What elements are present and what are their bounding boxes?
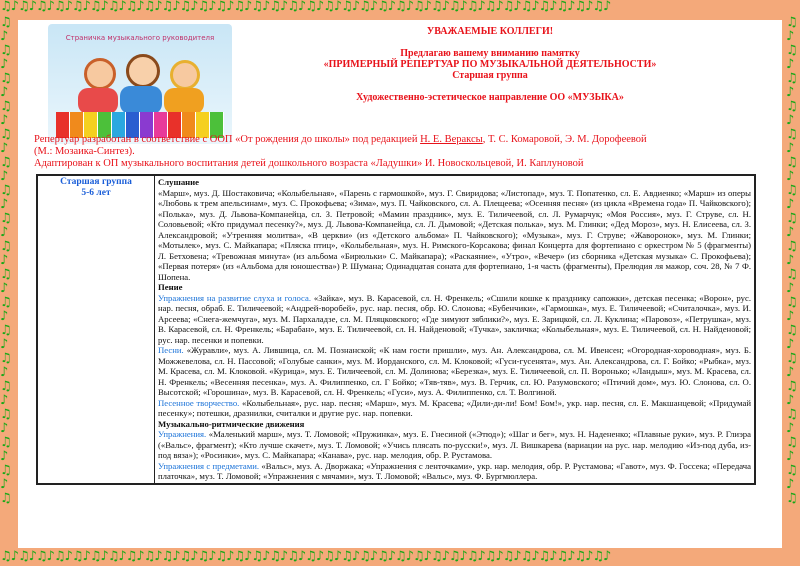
child-body-icon — [164, 88, 204, 114]
ear-exercises-label: Упражнения на развитие слуха и голоса. — [158, 292, 312, 303]
document-title: «ПРИМЕРНЫЙ РЕПЕРТУАР ПО МУЗЫКАЛЬНОЙ ДЕЯТЕЛЬНОСТИ» — [323, 59, 657, 70]
banner-title: Страничка музыкального руководителя — [65, 34, 215, 42]
offer-line: Предлагаю вашему вниманию памятку — [400, 48, 580, 59]
listening-text: «Марш», муз. Д. Шостаковича; «Колыбельная», «Парень с гармошкой», муз. Г. Свиридова; «Листопад», муз. Т. Попатенко, сл. Е. Авдиенко; «Марш» из оперы «Любовь к трем апельсинам», муз. С. Прокофьева; «Зима», муз. П. Чайковского, сл. А. Плещеева; «Осенняя песня» (из цикла «Времена года» П. Чайковского); «Полька», муз. Д. Львова-Компанейца, сл. З. Петровой; «Мамин праздник», муз. Е. Тиличеевой, сл. Л. Румарчук; «Моя Россия», муз. Г. Струве, сл. Н. Соловьевой; «Кто придумал песенку?», муз. Д. Львова-Компанейца, сл. Л. Дымовой; «Детская полька», муз. М. Глинки; «Дед Мороз», муз. Н. Елисеева, сл. З. Александровой; «Утренняя молитва», «В церкви» (из «Детского альбома» П. Чайковского); «Музыка», муз. Г. Струве; «Жаворонок», муз. М. Глинки; «Мотылек», муз. С. Майкапара; «Пляска птиц», «Колыбельная», муз. Н. Римского-Корсакова; финал Концерта для фортепиано с оркестром № 5 (фрагменты) Л. Бетховена; «Тревожная минута» (из альбома «Бирюльки» С. Майкапара); «Раскаяние», «Утро», «Вечер» (из сборника «Детская музыка» С. Прокофьева); «Первая потеря» (из «Альбома для юношества») Р. Шумана; Одинадцатая соната для фортепиано, 1-я часть (фрагменты), Прелюдия ля мажор, соч. 28, № 7 Ф. Шопена. — [158, 187, 751, 282]
age-label: 5-6 лет — [81, 188, 111, 198]
group-label: Старшая группа — [60, 177, 132, 187]
singing-heading: Пение — [158, 282, 183, 292]
intro-line-2: (М.: Мозаика-Синтез). — [34, 146, 135, 157]
rhythm-heading: Музыкально-ритмические движения — [158, 418, 305, 429]
song-creativity: Песенное творчество. «Колыбельная», рус. нар. песня; «Марш», муз. М. Красева; «Дили-ди-ли! Бом! Бом!», укр. нар. песня, сл. Е. Макшанцевой; «Придумай песенку»; потешки, дразнилки, считалки и другие рус. нар. попевки. — [158, 397, 751, 418]
songs-label: Песни. — [158, 345, 184, 355]
object-exercises: Упражнения с предметами. «Вальс», муз. А. Дворжака; «Упражнения с ленточками», укр. нар. мелодия, обр. Р. Рустамова; «Гавот», муз. Ф. Госсека; «Передача платочка», муз. Т. Ломовой; «Упражнения с мячами», муз. Т. Ломовой; «Вальс», муз. Ф. Бургмюллера. — [158, 460, 751, 481]
group-cell — [37, 175, 155, 484]
group-title: Старшая группа — [452, 70, 528, 81]
songs: Песни. «Журавли», муз. А. Лившица, сл. М. Познанской; «К нам гости пришли», муз. Ан. Александрова, сл. М. Ивенсен; «Огородная-хороводная», муз. Б. Можжевелова, сл. Н. Пассовой; «Голубые санки», муз. М. Иорданского, сл. М. Клоковой; «Гуси-гусенята», муз. Ан. Александрова, сл. Г. Бойко; «Рыбка», муз. М. Красева, сл. М. Клоковой. «Курица», муз. Е. Тиличеевой, сл. М. Долинова; «Березка», муз. Е. Тиличеевой, сл. П. Воронько; «Ландыш», муз. М. Красева, сл. Н. Френкель; «Весенняя песенка», муз. А. Филиппенко, сл. Г Бойко; «Тяв-тяв», муз. В. Герчик, сл. Ю. Разумовского; «Птичий дом», муз. Ю. Слонова, сл. О. Высотской; «Горошина», муз. В. Карасевой, сл. Н. Френкель; «Гуси», муз. А. Филиппенко, сл. Т. Волгиной. — [158, 345, 751, 397]
repertoire-content — [155, 175, 756, 484]
exercises: Упражнения. «Маленький марш», муз. Т. Ломовой; «Пружинка», муз. Е. Гнесиной («Этюд»); «Шаг и бег», муз. Н. Надененко; «Плавные руки», муз. Р. Глиэра («Вальс», фрагмент); «Кто лучше скачет», муз. Т. Ломовой; «Учись плясать по-русски!», муз. Л. Вишкарева (вариации на рус. нар. мелодию «Из-под дуба, из-под вяза»); «Росинки», муз. С. Майкапара; «Канава», рус. нар. мелодия, обр. Р. Рустамова. — [158, 429, 751, 460]
music-notes-border-bottom: ♫♪♫♪♫♪♫♪♫♪♫♪♫♪♫♪♫♪♫♪♫♪♫♪♫♪♫♪♫♪♫♪♫♪♫♪♫♪♫♪♫♪♫♪♫♪♫♪♫♪♫♪♫♪♫♪♫♪♫♪♫♪♫♪♫♪♫♪ — [0, 550, 611, 564]
child-figure-icon — [126, 54, 160, 88]
table-row — [37, 175, 755, 484]
music-notes-border-left: ♫♪♫♪♫♪♫♪♫♪♫♪♫♪♫♪♫♪♫♪♫♪♫♪♫♪♫♪♫♪♫♪♫♪♫ — [0, 16, 11, 506]
child-body-icon — [78, 88, 118, 114]
document-header — [260, 26, 720, 103]
child-figure-icon — [84, 58, 116, 90]
intro-line-1: Репертуар разработан в соответствие с ООП «От рождения до школы» под редакцией Н. Е. Вераксы, Т. С. Комаровой, Э. М. Дорофеевой — [34, 134, 647, 145]
listening-heading: Слушание — [158, 177, 200, 187]
child-figure-icon — [170, 60, 200, 90]
ear-exercises: Упражнения на развитие слуха и голоса. «Зайка», муз. В. Карасевой, сл. Н. Френкель; «Сшили кошке к празднику сапожки», детская песенка; «Ворон», рус. нар. песня, обраб. Е. Тиличеевой; «Андрей-воробей», рус. нар. песня, обр. Ю. Слонова; «Бубенчики», «Гармошка», муз. Е. Тиличеевой; «Считалочка», муз. И. Арсеева; «Снега-жемчуга», муз. М. Пархаладзе, сл. М. Пляцковского; «Где зимуют зяблики?», муз. Е. Зарицкой, сл. Л. Куклина; «Паровоз», «Петрушка», муз. В. Карасевой, сл. Н. Френкель; «Барабан», муз. Е. Тиличеевой, сл. Н. Найденовой; «Тучка», закличка; «Колыбельная», муз. Е. Тиличеевой, сл. Н. Найденовой; рус. нар. песенки и попевки. — [158, 292, 751, 345]
object-exercises-label: Упражнения с предметами. — [158, 460, 260, 471]
music-notes-border-top: ♫♪♫♪♫♪♫♪♫♪♫♪♫♪♫♪♫♪♫♪♫♪♫♪♫♪♫♪♫♪♫♪♫♪♫♪♫♪♫♪♫♪♫♪♫♪♫♪♫♪♫♪♫♪♫♪♫♪♫♪♫♪♫♪♫♪♫♪ — [0, 0, 611, 14]
intro-line-3: Адаптирован к ОП музыкального воспитания детей дошкольного возраста «Ладушки» И. Новоскольцевой, И. Каплуновой — [34, 158, 584, 169]
repertoire-table — [36, 174, 756, 485]
direction-line: Художественно-эстетическое направление ОО «МУЗЫКА» — [356, 92, 624, 103]
music-notes-border-right: ♫♪♫♪♫♪♫♪♫♪♫♪♫♪♫♪♫♪♫♪♫♪♫♪♫♪♫♪♫♪♫♪♫♪♫ — [786, 16, 797, 506]
exercises-label: Упражнения. — [158, 429, 207, 439]
music-teacher-banner — [48, 24, 232, 144]
song-creativity-label: Песенное творчество. — [158, 397, 240, 408]
editor-link[interactable]: Н. Е. Вераксы — [420, 134, 483, 145]
child-body-icon — [120, 86, 162, 114]
intro-text — [34, 134, 754, 170]
greeting: УВАЖАЕМЫЕ КОЛЛЕГИ! — [426, 26, 554, 37]
